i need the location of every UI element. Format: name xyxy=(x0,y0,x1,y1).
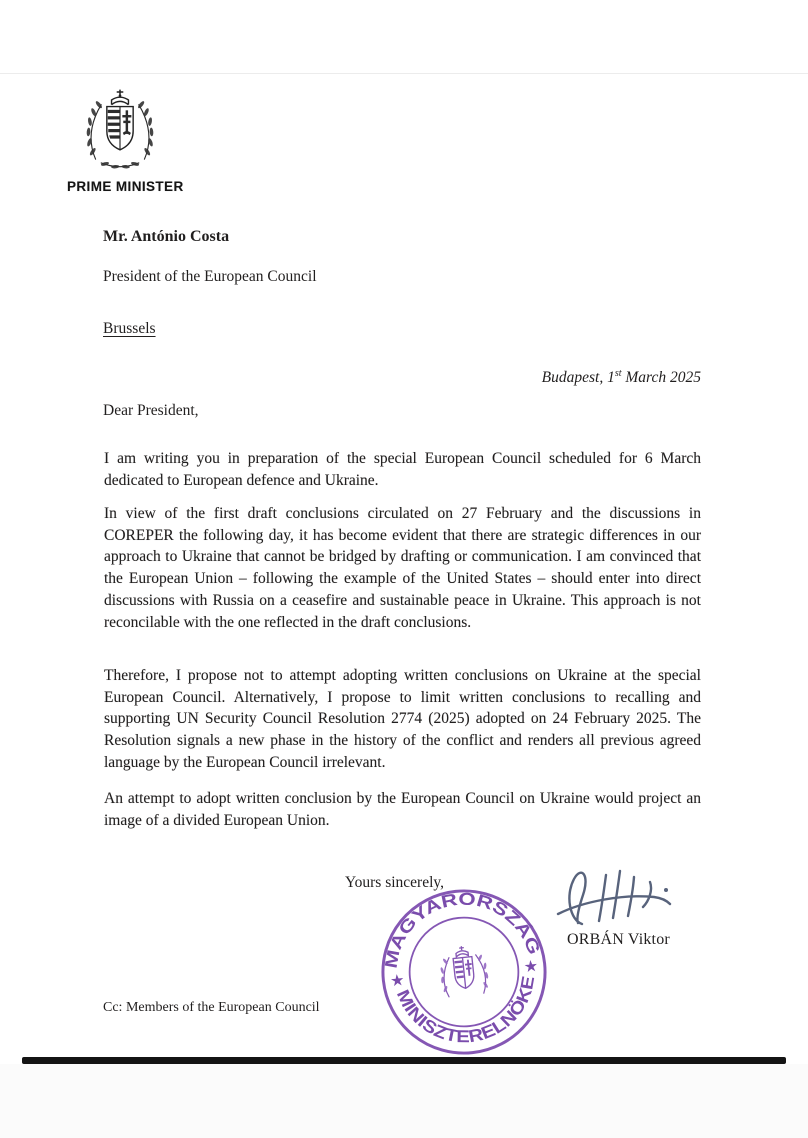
letter-paragraph-1: I am writing you in preparation of the special European Council scheduled for 6 March dedicated to European defence and Ukraine. xyxy=(104,450,701,489)
stamp-coat-of-arms-icon xyxy=(437,944,490,998)
dateline-ordinal: st xyxy=(614,367,622,379)
letter-paragraph-2: In view of the first draft conclusions circulated on 27 February and the discussions in COREPER the following day, it has become evident that there are strategic differences in our approach to Ukraine that cannot be bridged by drafting or communication. I am convinced that the European Union – following the example of the United States – should enter into direct discussions with Russia on a ceasefire and sustainable peace in Ukraine. This approach is not reconcilable with the one reflected in the draft conclusions. xyxy=(104,505,701,631)
dateline xyxy=(105,369,701,387)
dateline-rest: March 2025 xyxy=(621,369,701,386)
page-top-edge xyxy=(0,73,808,74)
recipient-title: President of the European Council xyxy=(103,268,317,285)
valediction: Yours sincerely, xyxy=(345,874,445,891)
letter-paragraph-4: An attempt to adopt written conclusion by the European Council on Ukraine would project an image of a divided European Union. xyxy=(104,790,701,829)
cc-line: Cc: Members of the European Council xyxy=(103,1000,320,1015)
signer-name: ORBÁN Viktor xyxy=(567,931,670,948)
background-below-page xyxy=(0,1064,808,1138)
letterhead-title: PRIME MINISTER xyxy=(67,179,184,194)
hungary-coat-of-arms-icon xyxy=(73,84,167,178)
recipient-name: Mr. António Costa xyxy=(103,228,230,245)
recipient-city: Brussels xyxy=(103,320,156,337)
page-bottom-edge xyxy=(22,1057,786,1064)
signature-scribble xyxy=(552,860,680,940)
stamp-bottom-text: MINISZTERELNÖKE xyxy=(392,976,538,1047)
salutation: Dear President, xyxy=(103,402,199,419)
stamp-star-left-icon: ★ xyxy=(390,971,405,989)
stamp-top-text: MAGYARORSZÁG xyxy=(380,888,544,970)
dateline-city-day: Budapest, 1 xyxy=(541,369,615,386)
letter-paragraph-3: Therefore, I propose not to attempt adopting written conclusions on Ukraine at the special European Council. Alternatively, I propose to limit written conclusions to recalling and supporting UN Security Council Resolution 2774 (2025) adopted on 24 February 2025. The Resolution signals a new phase in the history of the conflict and renders all previous agreed language by the European Council irrelevant. xyxy=(104,667,701,771)
prime-minister-seal-stamp xyxy=(378,886,550,1058)
stamp-star-right-icon: ★ xyxy=(523,957,538,975)
